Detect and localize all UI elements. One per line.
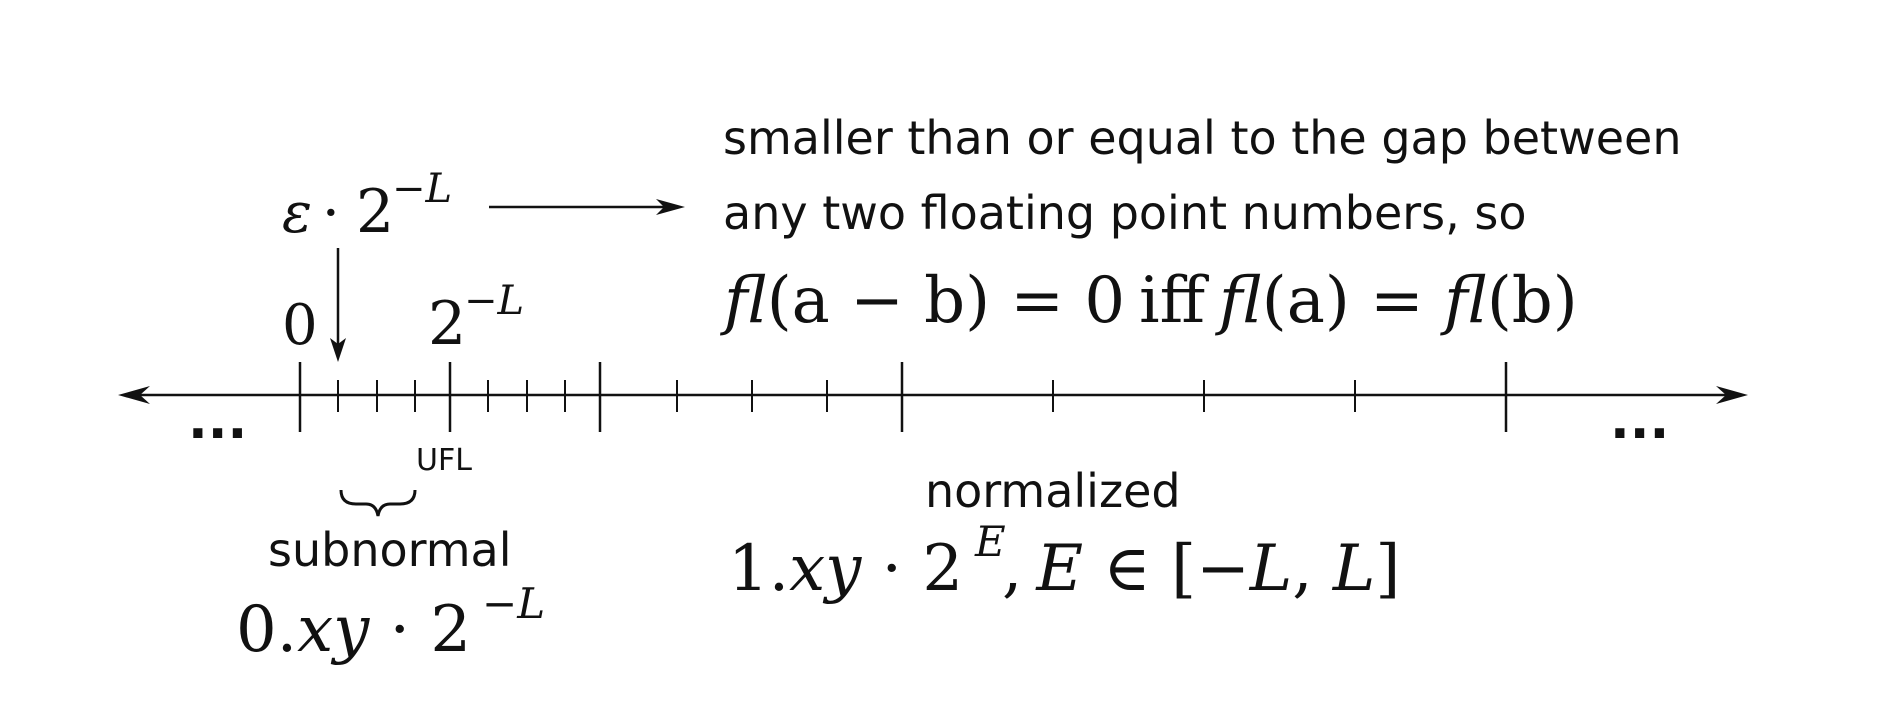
formula-lhs-args: (a − b) = 0 bbox=[766, 264, 1126, 338]
subnormal-formula bbox=[236, 593, 471, 667]
normalized-L2: L bbox=[1332, 532, 1376, 606]
gap-note-line-2: any two floating point numbers, so bbox=[723, 186, 1527, 240]
formula-rhs-args: (b) bbox=[1486, 264, 1578, 338]
epsilon-dot: · bbox=[322, 181, 340, 246]
ufl-label: UFL bbox=[416, 443, 472, 478]
subnormal-label: subnormal bbox=[268, 523, 512, 577]
subnormal-brace-icon bbox=[341, 490, 415, 516]
normalized-comma: , bbox=[1292, 532, 1333, 606]
normalized-label: normalized bbox=[925, 464, 1181, 518]
formula-fl-2: fl bbox=[1219, 264, 1262, 338]
two-power-base: 2 bbox=[428, 289, 467, 359]
epsilon-symbol: ε bbox=[282, 181, 313, 246]
formula-fl-3: fl bbox=[1444, 264, 1487, 338]
normalized-tail-var: E bbox=[1036, 532, 1084, 606]
formula-fl-1: fl bbox=[724, 264, 767, 338]
subnormal-exponent: −L bbox=[482, 579, 546, 628]
epsilon-base: 2 bbox=[356, 177, 395, 247]
left-ellipsis: ... bbox=[188, 391, 248, 451]
normalized-prefix: 1. bbox=[728, 532, 790, 606]
epsilon-exponent: −L bbox=[392, 166, 453, 212]
normalized-vars: xy bbox=[789, 532, 862, 606]
formula-mid-args: (a) = bbox=[1261, 264, 1445, 338]
normalized-close: ] bbox=[1375, 532, 1401, 606]
normalized-exponent: E bbox=[975, 517, 1006, 566]
two-power-exponent: −L bbox=[464, 278, 525, 324]
formula-iff: iff bbox=[1139, 264, 1206, 338]
subnormal-vars: xy bbox=[297, 593, 370, 667]
normalized-formula-tail: , E ∈ [−L, L] bbox=[1002, 532, 1401, 606]
normalized-tail: ∈ [− bbox=[1083, 532, 1250, 606]
subnormal-prefix: 0. bbox=[236, 593, 298, 667]
normalized-formula-head bbox=[728, 532, 963, 606]
gap-note-line-1: smaller than or equal to the gap between bbox=[723, 111, 1682, 165]
subnormal-dot: · 2 bbox=[369, 593, 472, 667]
zero-label: 0 bbox=[282, 293, 318, 358]
normalized-dot: · 2 bbox=[861, 532, 964, 606]
right-ellipsis: ... bbox=[1610, 391, 1670, 451]
normalized-L1: L bbox=[1249, 532, 1293, 606]
gap-formula bbox=[720, 264, 1578, 338]
